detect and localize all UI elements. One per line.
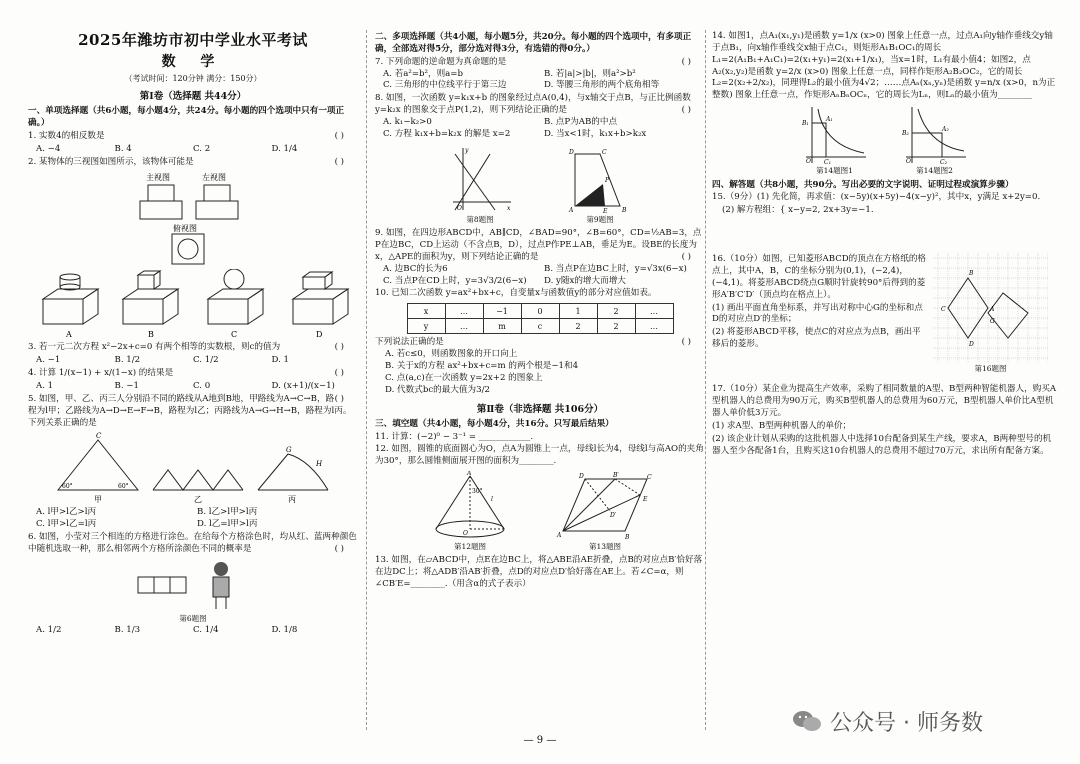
column-divider-1 bbox=[366, 30, 367, 730]
page-number: — 9 — bbox=[523, 735, 557, 746]
q16-sub2: (2) 将菱形ABCD平移，使点C的对应点为点B，画出平移后的菱形。 bbox=[712, 327, 921, 350]
svg-text:O: O bbox=[463, 530, 468, 538]
q16-figure-wrap bbox=[933, 253, 1048, 374]
q9-trapezoid-graph bbox=[565, 144, 635, 214]
q1-options: A. −4 B. 4 C. 2 D. 1/4 bbox=[36, 143, 298, 154]
q14-graph-2 bbox=[900, 105, 970, 165]
q14-caption-2: 第14题图2 bbox=[916, 166, 953, 176]
q12-figure-wrap bbox=[425, 471, 515, 552]
q4-options: A. 1 B. −1 C. 0 D. (x+1)/(x−1) bbox=[36, 381, 335, 392]
option-d-label: D bbox=[316, 330, 323, 340]
q14-figures bbox=[712, 105, 1057, 176]
section3-heading: 三、填空题（共4小题，每小题4分，共16分。只写最后结果） bbox=[375, 418, 614, 429]
svg-text:B: B bbox=[625, 534, 630, 542]
q14-figure2-wrap bbox=[900, 105, 970, 176]
q8-line-graph bbox=[445, 144, 515, 214]
routes-figure bbox=[48, 432, 338, 504]
three-views-figure bbox=[118, 171, 268, 266]
svg-text:C: C bbox=[941, 306, 946, 314]
watermark bbox=[792, 704, 1052, 738]
q14-graph-1 bbox=[800, 105, 870, 165]
section1-heading: 一、单项选择题（共6小题，每小题4分，共24分。每小题的四个选项中只有一项正确。） bbox=[28, 106, 345, 128]
svg-text:E: E bbox=[643, 496, 648, 504]
svg-text:D: D bbox=[569, 148, 574, 156]
svg-text:B₂: B₂ bbox=[901, 130, 909, 138]
q6-options: A. 1/2 B. 1/3 C. 1/4 D. 1/8 bbox=[36, 625, 298, 636]
svg-text:P: P bbox=[605, 176, 610, 184]
option-a-label: A bbox=[66, 330, 72, 340]
svg-text:O: O bbox=[905, 158, 911, 166]
section4-heading: 四、解答题（共8小题，共90分。写出必要的文字说明、证明过程或演算步骤） bbox=[712, 179, 1014, 190]
q16-grid-figure bbox=[933, 253, 1048, 363]
svg-text:y: y bbox=[465, 146, 469, 154]
q9-caption: 第9题图 bbox=[586, 214, 614, 224]
part2-heading: 第Ⅱ卷（非选择题 共106分） bbox=[476, 403, 604, 415]
q2-three-views bbox=[28, 171, 358, 266]
svg-text:60°: 60° bbox=[118, 483, 129, 491]
section2-heading: 二、多项选择题（共4小题，每小题5分，共20分。每小题的四个选项中，有多项正确，全部选对得5分，部分选对得3分，有选错的得0分。） bbox=[375, 32, 692, 54]
svg-text:D′: D′ bbox=[610, 512, 617, 520]
svg-text:A₂: A₂ bbox=[941, 126, 949, 134]
part1-heading: 第Ⅰ卷（选择题 共44分） bbox=[139, 91, 247, 103]
svg-text:A₁: A₁ bbox=[825, 116, 833, 124]
column-3 bbox=[712, 30, 1057, 458]
column-1 bbox=[28, 30, 358, 638]
q10-options: A. 若c≤0，则函数图象的开口向上 B. 关于x的方程 ax²+bx+c=m 的两个根是−1和4 C. 点(a,c)在一次函数 y=2x+2 的图象上 D. 代数式bc的最大值为3/2 bbox=[385, 349, 579, 395]
parallelogram-figure bbox=[555, 471, 655, 541]
q14-figure1-wrap bbox=[800, 105, 870, 176]
svg-text:C: C bbox=[647, 474, 652, 482]
q17-sub1: (1) 求A型、B型两种机器人的单价； bbox=[712, 421, 852, 431]
q6-caption: 第6题图 bbox=[179, 613, 207, 623]
q14-caption-1: 第14题图1 bbox=[816, 166, 853, 176]
q10-tail: ( ) 下列说法正确的是 bbox=[375, 337, 691, 348]
q5-options: A. l甲>l乙>l丙 B. l乙>l甲>l丙 C. l甲>l乙=l丙 D. l乙=l甲>l丙 bbox=[36, 507, 258, 530]
q12-q13-figures bbox=[375, 471, 705, 552]
cone-figure bbox=[425, 471, 515, 541]
question-4: ( ) 4. 计算 1/(x−1) + x/(1−x) 的结果是 bbox=[28, 368, 344, 379]
svg-text:C: C bbox=[96, 432, 102, 441]
question-17: 17.（10分）某企业为提高生产效率，采购了相同数量的A型、B型两种智能机器人，购买A型机器人的总费用为90万元，购买B型机器人的总费用为60万元，B型机器人单价比A型机器人单价低3万元。 bbox=[712, 384, 1057, 419]
svg-text:60°: 60° bbox=[62, 483, 73, 491]
option-c-label: C bbox=[231, 330, 238, 340]
q12-caption: 第12题图 bbox=[453, 542, 487, 552]
svg-text:C₂: C₂ bbox=[939, 159, 947, 166]
q3-options: A. −1 B. 1/2 C. 1/2 D. 1 bbox=[36, 355, 290, 366]
q9-figure-wrap bbox=[565, 144, 635, 225]
q8-figure-wrap bbox=[445, 144, 515, 225]
svg-text:B′: B′ bbox=[613, 472, 619, 480]
three-squares-figure bbox=[133, 559, 253, 611]
q8-caption: 第8题图 bbox=[466, 214, 494, 224]
question-16-block bbox=[712, 253, 1057, 374]
svg-text:B: B bbox=[969, 270, 974, 278]
q8-q9-figures bbox=[375, 144, 705, 225]
left-view-label: 左视图 bbox=[202, 173, 226, 183]
label-jia: 甲 bbox=[94, 495, 102, 505]
front-view-label: 主视图 bbox=[146, 173, 170, 183]
question-8: 8. 如图，一次函数 y=k₁x+b 的图象经过点A(0,4)，与x轴交于点B，与正比例函数 y=k₂x 的图象交于点P(1,2)，则下列结论正确的是 ( ) bbox=[375, 93, 691, 116]
solids-figure bbox=[28, 269, 358, 339]
svg-text:D: D bbox=[579, 473, 584, 481]
svg-text:A: A bbox=[569, 206, 574, 214]
subject-title: 数 学 bbox=[161, 53, 225, 70]
svg-text:G: G bbox=[990, 318, 995, 326]
q8-options: A. k₁−k₂>0 B. 点P为AB的中点 C. 方程 k₁x+b=k₂x 的解是 x=2 D. 当x<1时，k₁x+b>k₂x bbox=[383, 117, 647, 139]
table-row: y … m c 2 2 … bbox=[407, 319, 673, 334]
svg-text:B₁: B₁ bbox=[801, 120, 809, 128]
question-7: ( ) 7. 下列命题的逆命题为真命题的是 bbox=[375, 56, 691, 67]
question-3: ( ) 3. 若一元二次方程 x²−2x+c=0 有两个相等的实数根，则c的值为 bbox=[28, 342, 344, 353]
q17-sub2: (2) 该企业计划从采购的这批机器人中选择10台配备到某生产线，要求A，B两种型号的机器人至少各配备1台，且购买这10台机器人的总费用不超过70万元，求出所有配备方案。 bbox=[712, 433, 1052, 456]
question-10: 10. 已知二次函数 y=ax²+bx+c，自变量x与函数值y的部分对应值如表。 bbox=[375, 288, 657, 299]
svg-text:x: x bbox=[507, 204, 511, 212]
watermark-text: 公众号 · 师务数 bbox=[830, 710, 983, 736]
svg-text:A: A bbox=[557, 532, 562, 540]
q16-sub1: (1) 画出平面直角坐标系，并写出对称中心G的坐标和点D的对应点D′的坐标； bbox=[712, 302, 923, 325]
svg-text:C₁: C₁ bbox=[823, 159, 831, 166]
column-2 bbox=[375, 30, 705, 591]
svg-text:30°: 30° bbox=[472, 488, 483, 496]
q7-options: A. 若a²=b²，则a=b B. 若|a|>|b|，则a²>b² C. 三角形的中位线平行于第三边 D. 等腰三角形的两个底角相等 bbox=[383, 68, 660, 91]
exam-title: 2025年潍坊市初中学业水平考试 bbox=[78, 31, 308, 49]
q10-value-table bbox=[407, 303, 674, 334]
q13-figure-wrap bbox=[555, 471, 655, 552]
svg-text:C: C bbox=[602, 148, 607, 156]
wechat-icon bbox=[792, 709, 822, 733]
svg-text:H: H bbox=[316, 460, 323, 469]
label-bing: 丙 bbox=[288, 495, 296, 505]
svg-text:l: l bbox=[491, 496, 493, 504]
label-yi: 乙 bbox=[194, 495, 202, 505]
svg-text:O: O bbox=[805, 158, 811, 166]
question-1: ( ) 1. 实数4的相反数是 bbox=[28, 130, 344, 141]
svg-text:E: E bbox=[603, 207, 608, 214]
q9-options: A. 边BC的长为6 B. 当点P在边BC上时，y=√3x(6−x) C. 当点P在CD上时，y=3√3/2(6−x) D. y随x的增大而增大 bbox=[383, 263, 687, 286]
svg-text:A: A bbox=[467, 471, 472, 478]
question-9: 9. 如图，在四边形ABCD中，AB∥CD，∠BAD=90°，∠B=60°，CD=½AB=3，点P在边BC，CD上运动（不含点B，D），过点P作PE⊥AB，垂足为E。设BE的长度为x，△APE的面积为y，则下列结论正确的是 ( ) bbox=[375, 228, 702, 262]
svg-text:D: D bbox=[969, 341, 974, 349]
column-divider-2 bbox=[705, 30, 706, 730]
question-6: 6. 如图，小莹对三个相连的方格进行涂色。在给每个方格涂色时，均从红、蓝两种颜色中随机选取一种，那么相邻两个方格所涂颜色不同的概率是 ( ) bbox=[28, 532, 357, 555]
question-15: 15.（9分）(1) 先化简，再求值：(x−5y)(x+5y)−4(x−y)²，其中x，y满足 x+2y=0. bbox=[712, 192, 1041, 203]
question-14: 14. 如图1，点A₁(x₁,y₁)是函数 y=1/x (x>0) 图象上任意一点，过点A₁向y轴作垂线交y轴于点B₁，向x轴作垂线交x轴于点C₁，则矩形A₁B₁OC₁的周长 L₁=2(A₁B₁+A₁C₁)=2(x₁+y₁)=2(x₁+1/x₁)，当x=1时，L₁有最小值4；如图2，点A₂(x₂,y₂)是函数 y=2/x (x>0) 图象上任意一点，同样作矩形A₂B₂OC₂，它的周长 L₂=2(x₂+2/x₂)，同理得L₂的最小值为4√2；……点Aₙ(xₙ,yₙ)是函数 y=n/x (x>0，n为正整数) 图象上任意一点，作矩形AₙBₙOCₙ，它的周长为Lₙ，则Lₙ的最小值为________ bbox=[712, 31, 1056, 101]
svg-text:A: A bbox=[990, 306, 995, 314]
svg-text:G: G bbox=[286, 446, 292, 455]
q13-caption: 第13题图 bbox=[588, 542, 622, 552]
question-16: 16.（10分）如图，已知菱形ABCD的顶点在方格纸的格点上，其中A，B，C的坐标分别为(0,1)，(−2,4)，(−4,1)。将菱形ABCD绕点G顺时针旋转90°后得到的菱形A′B′C′D′（顶点均在格点上）。 bbox=[712, 254, 927, 300]
question-11: 11. 计算：(−2)⁰ − 3⁻¹ = ____________. bbox=[375, 431, 534, 442]
q2-solid-options bbox=[28, 269, 358, 339]
exam-meta: （考试时间：120分钟 满分：150分） bbox=[124, 74, 262, 83]
svg-text:B: B bbox=[622, 206, 627, 214]
q5-paths-figure bbox=[28, 432, 358, 504]
question-15-part2: (2) 解方程组：{ x−y=2, 2x+3y=−1. bbox=[722, 205, 874, 216]
q16-caption: 第16题图 bbox=[974, 364, 1007, 374]
svg-text:O: O bbox=[457, 204, 462, 212]
top-view-label: 俯视图 bbox=[173, 224, 197, 234]
question-12: 12. 如图，圆锥的底面圆心为O，点A为圆锥上一点，母线l长为4，母线l与高AO的夹角为30°，那么圆锥侧面展开图的面积为________. bbox=[375, 444, 704, 467]
table-row: x … −1 0 1 2 … bbox=[407, 304, 673, 319]
option-b-label: B bbox=[148, 330, 154, 340]
question-13: 13. 如图，在▱ABCD中，点E在边BC上，将△ABE沿AE折叠，点B的对应点B′恰好落在边DC上；将△ADB′沿AB′折叠，点D的对应点D′恰好落在AE上。若∠C=α，则∠CB′E=________.（用含α的式子表示） bbox=[375, 555, 703, 590]
q6-figure bbox=[28, 559, 358, 611]
question-2: ( ) 2. 某物体的三视图如图所示，该物体可能是 bbox=[28, 156, 344, 167]
question-5: ( ) 5. 如图，甲、乙、丙三人分别沿不同的路线从A地到B地，甲路线为A→C→B，路程为l甲；乙路线为A→D→E→F→B，路程为l乙；丙路线为A→G→H→B，路程为l丙。下列关系正确的是 bbox=[28, 393, 352, 428]
